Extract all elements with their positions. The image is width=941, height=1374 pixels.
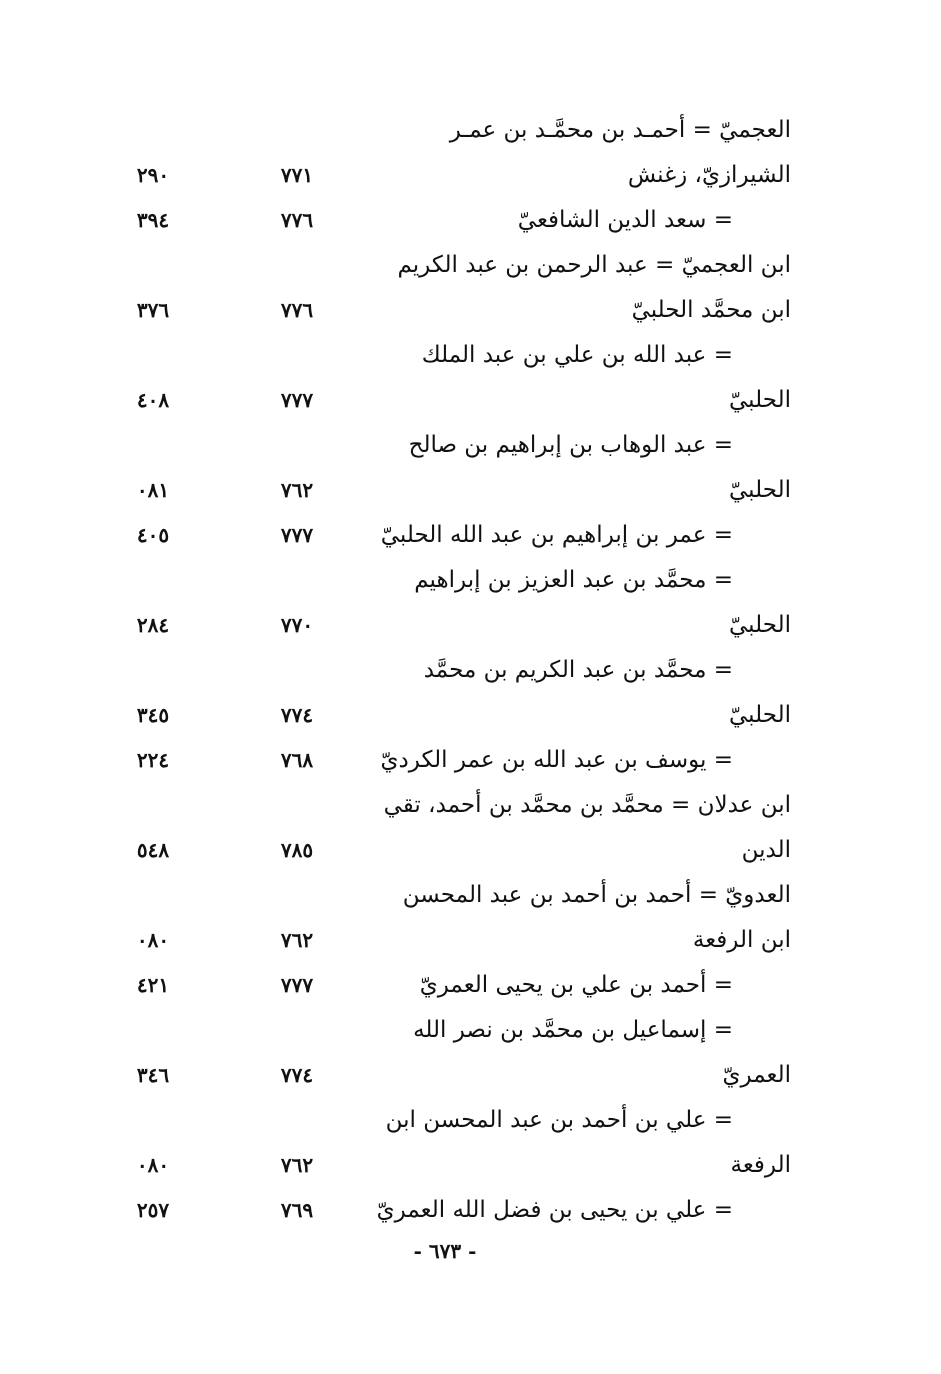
entry-name: الحلبيّ: [729, 612, 791, 638]
entry-year: [262, 333, 332, 378]
entry-year: [262, 558, 332, 603]
entry-year: ٧٦٨: [280, 748, 314, 772]
entry-number: [118, 1098, 188, 1143]
index-entry: [0, 423, 941, 468]
entry-number: ٣٤٦: [136, 1063, 170, 1087]
entry-number: ٢٢٤: [136, 748, 170, 772]
index-entry: [0, 558, 941, 603]
index-entry: [0, 288, 941, 333]
entry-year: ٧٧٧: [280, 973, 314, 997]
index-entry: [0, 693, 941, 738]
entry-name: العدويّ = أحمد بن أحمد بن عبد المحسن: [402, 882, 791, 908]
entry-number: [118, 243, 188, 288]
entry-year: [262, 648, 332, 693]
page-number: - ٦٧٣ -: [413, 1239, 477, 1263]
entry-number: ٤٢١: [136, 973, 170, 997]
entry-year: ٧٧٦: [280, 298, 314, 322]
index-entry: [0, 963, 941, 1008]
entry-name: ابن الرفعة: [692, 927, 791, 953]
index-entry: [0, 603, 941, 648]
entry-number: ٣٤٥: [136, 703, 170, 727]
entry-number: ٥٤٨: [136, 838, 170, 862]
entry-year: ٧٧١: [280, 163, 314, 187]
index-entry: [0, 1143, 941, 1188]
entry-year: ٧٧٧: [280, 523, 314, 547]
index-entry: [0, 1098, 941, 1143]
entry-number: [118, 1008, 188, 1053]
entry-name: الرفعة: [730, 1152, 791, 1178]
entry-name: = علي بن أحمد بن عبد المحسن ابن: [385, 1107, 733, 1133]
entry-year: ٧٧٦: [280, 208, 314, 232]
entry-year: ٧٧٤: [280, 1063, 314, 1087]
entry-year: ٧٦٩: [280, 1198, 314, 1222]
entry-year: ٧٦٢: [280, 928, 314, 952]
index-entry: [0, 1008, 941, 1053]
entry-name: الحلبيّ: [729, 477, 791, 503]
entry-name: = محمَّد بن عبد الكريم بن محمَّد: [423, 657, 733, 683]
entry-number: ٠٨٠: [136, 1153, 170, 1177]
entry-number: ٤٠٥: [136, 523, 170, 547]
entry-number: ٢٨٤: [136, 613, 170, 637]
entry-number: ٢٥٧: [136, 1198, 170, 1222]
index-entry: [0, 108, 941, 153]
index-entry: [0, 828, 941, 873]
entry-name: = علي بن يحيى بن فضل الله العمريّ: [376, 1197, 733, 1223]
entry-name: ابن عدلان = محمَّد بن محمَّد بن أحمد، تقي: [383, 792, 791, 818]
index-entry: [0, 918, 941, 963]
entry-name: = إسماعيل بن محمَّد بن نصر الله: [413, 1017, 733, 1043]
entry-name: الدين: [741, 837, 791, 863]
entry-year: [262, 1098, 332, 1143]
index-entry: [0, 243, 941, 288]
entry-name: ابن محمَّد الحلبيّ: [631, 297, 791, 323]
entry-name: العمريّ: [722, 1062, 791, 1088]
index-entry: [0, 513, 941, 558]
entry-name: الحلبيّ: [729, 387, 791, 413]
entry-year: ٧٧٧: [280, 388, 314, 412]
entry-year: ٧٨٥: [280, 838, 314, 862]
index-entry: [0, 153, 941, 198]
entry-number: ٣٩٤: [136, 208, 170, 232]
entry-year: ٧٧٤: [280, 703, 314, 727]
index-entry: [0, 333, 941, 378]
entry-name: = محمَّد بن عبد العزيز بن إبراهيم: [414, 567, 733, 593]
entry-number: ٣٧٦: [136, 298, 170, 322]
index-entry: [0, 873, 941, 918]
entry-number: [118, 423, 188, 468]
entry-year: [262, 873, 332, 918]
entry-year: ٧٦٢: [280, 1153, 314, 1177]
entry-year: [262, 783, 332, 828]
entry-name: الشيرازيّ، زغنش: [627, 162, 791, 188]
entry-number: [118, 873, 188, 918]
entry-number: ٢٩٠: [136, 163, 170, 187]
entry-name: = عبد الله بن علي بن عبد الملك: [421, 342, 733, 368]
entry-number: [118, 558, 188, 603]
entry-name: الحلبيّ: [729, 702, 791, 728]
entry-year: ٧٧٠: [280, 613, 314, 637]
entry-name: = سعد الدين الشافعيّ: [517, 207, 733, 233]
index-entry: [0, 378, 941, 423]
index-entries: [0, 108, 941, 1233]
index-entry: [0, 1053, 941, 1098]
entry-name: = أحمد بن علي بن يحيى العمريّ: [419, 972, 733, 998]
entry-year: [262, 1008, 332, 1053]
index-entry: [0, 1188, 941, 1233]
index-entry: [0, 648, 941, 693]
entry-number: ٠٨١: [136, 478, 170, 502]
entry-name: = يوسف بن عبد الله بن عمر الكرديّ: [380, 747, 733, 773]
entry-name: ابن العجميّ = عبد الرحمن بن عبد الكريم: [397, 252, 791, 278]
entry-number: ٠٨٠: [136, 928, 170, 952]
entry-number: ٤٠٨: [136, 388, 170, 412]
entry-name: = عمر بن إبراهيم بن عبد الله الحلبيّ: [380, 522, 733, 548]
entry-number: [118, 108, 188, 153]
index-entry: [0, 738, 941, 783]
entry-year: [262, 108, 332, 153]
index-entry: [0, 198, 941, 243]
entry-year: ٧٦٢: [280, 478, 314, 502]
entry-name: = عبد الوهاب بن إبراهيم بن صالح: [408, 432, 733, 458]
index-entry: [0, 468, 941, 513]
entry-year: [262, 243, 332, 288]
entry-number: [118, 333, 188, 378]
index-entry: [0, 783, 941, 828]
entry-year: [262, 423, 332, 468]
entry-number: [118, 783, 188, 828]
entry-name: العجميّ = أحمـد بن محمَّـد بن عمـر: [449, 117, 791, 143]
entry-number: [118, 648, 188, 693]
